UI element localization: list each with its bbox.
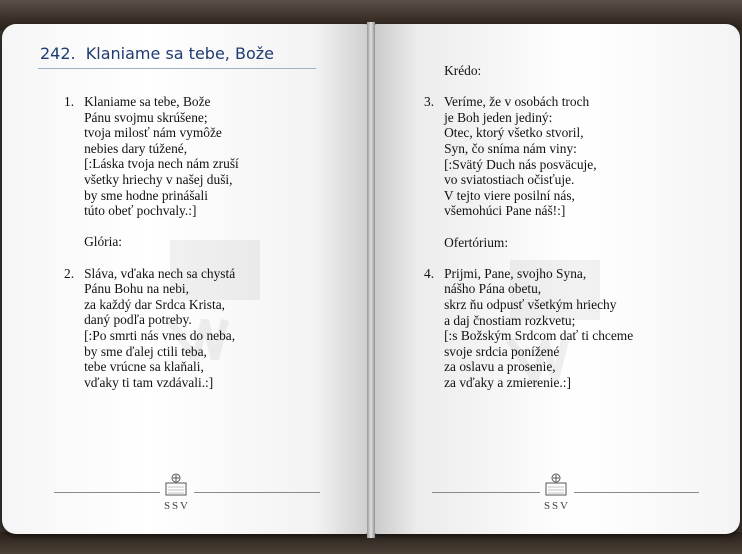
footer-rule-right [574,492,699,493]
svg-text:S: S [552,500,559,512]
footer-rule-right [432,492,540,493]
svg-text:V: V [180,500,188,512]
ssv-logo [543,473,569,513]
title-rule [38,68,316,69]
footer-rule-left [54,492,160,493]
svg-text:V: V [560,500,568,512]
svg-text:S: S [544,500,551,512]
svg-text:S: S [164,500,171,512]
svg-text:S: S [172,500,179,512]
book-spine [367,22,375,538]
hymn-title: 242. Klaniame sa tebe, Bože [40,44,274,63]
right-page-text: Krédo: 3. Veríme, že v osobách troch je Boh jeden jediný: Otec, ktorý všetko stvoril, Syn, čo sníma nám viny: [:Svätý Duch nás posväcuje, vo sviatostiach očisťuje. V tejto viere posilní nás, všemohúci Pane náš!:] Ofertórium: 4. Prijmi, Pane, svojho Syna, nášho Pána obetu, skrz ňu odpusť všetkým hriechy a daj čnostiam rozkvetu; [:s Božským Srdcom dať ti chceme svoje srdcia ponížené za oslavu a prosenie, za vďaky a zmierenie.:] [424,63,634,390]
footer-rule-left [194,492,320,493]
left-page-text: 1. Klaniame sa tebe, Bože Pánu svojmu skrúšene; tvoja milosť nám vymôže nebies dary túžené, [:Láska tvoja nech nám zruší všetky hriechy v našej duši, by sme hodne prinášali túto obeť pochvaly.:] Glória: 2. Sláva, vďaka nech sa chystá Pánu Bohu na nebi, za každý dar Srdca Krista, daný podľa potreby. [:Po smrti nás vnes do neba, by sme ďalej ctili teba, tebe vrúcne sa klaňali, vďaky ti tam vzdávali.:] [64,94,239,390]
ssv-logo [163,473,189,513]
